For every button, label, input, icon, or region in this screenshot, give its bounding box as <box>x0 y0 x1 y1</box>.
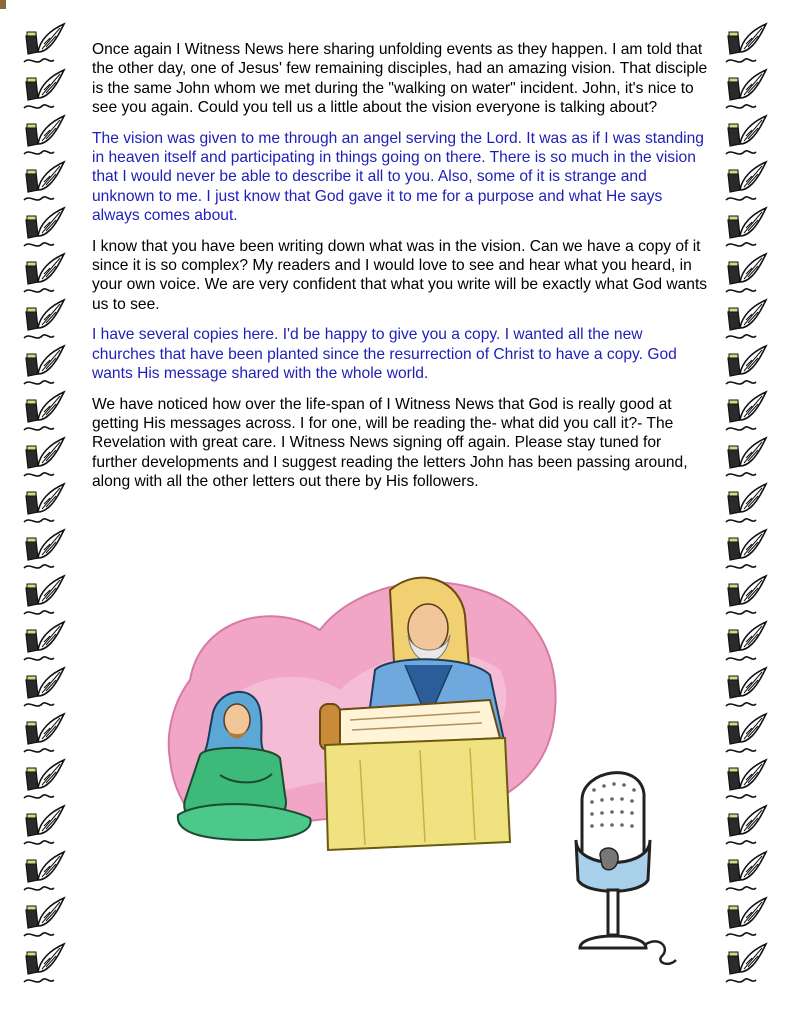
quill-inkwell-icon <box>722 758 770 804</box>
quill-inkwell-icon <box>20 344 68 390</box>
quill-inkwell-icon <box>20 896 68 942</box>
quill-inkwell-icon <box>20 712 68 758</box>
microphone-icon <box>560 760 680 970</box>
quill-inkwell-icon <box>20 942 68 988</box>
quill-inkwell-icon <box>20 574 68 620</box>
quill-inkwell-icon <box>20 390 68 436</box>
quill-inkwell-icon <box>722 712 770 758</box>
quill-inkwell-icon <box>20 528 68 574</box>
john-vision-answer: The vision was given to me through an angel serving the Lord. It was as if I was standing in heaven itself and participating in things going on there. There is so much in the vision that I would never be able to describe it all to you. Also, some of it is strange and unknown to me. I just know that God gave it to me for a purpose and what He says always comes about. <box>92 129 704 225</box>
left-quill-border <box>20 22 70 988</box>
quill-inkwell-icon <box>20 160 68 206</box>
quill-inkwell-icon <box>722 620 770 666</box>
quill-inkwell-icon <box>20 804 68 850</box>
article-body <box>92 40 710 503</box>
corner-mark <box>0 0 6 9</box>
quill-inkwell-icon <box>20 68 68 114</box>
quill-inkwell-icon <box>722 666 770 712</box>
john-copies-answer: I have several copies here. I'd be happy to give you a copy. I wanted all the new churches that have been planted since the resurrection of Christ to have a copy. God wants His message shared with the whole world. <box>92 326 677 383</box>
quill-inkwell-icon <box>722 160 770 206</box>
quill-inkwell-icon <box>20 758 68 804</box>
quill-inkwell-icon <box>722 252 770 298</box>
quill-inkwell-icon <box>722 850 770 896</box>
quill-inkwell-icon <box>20 620 68 666</box>
quill-inkwell-icon <box>722 482 770 528</box>
quill-inkwell-icon <box>20 482 68 528</box>
quill-inkwell-icon <box>20 436 68 482</box>
quill-inkwell-icon <box>722 528 770 574</box>
quill-inkwell-icon <box>20 114 68 160</box>
quill-inkwell-icon <box>722 22 770 68</box>
quill-inkwell-icon <box>722 390 770 436</box>
reporter-copy-request: I know that you have been writing down what was in the vision. Can we have a copy of it since it is so complex? My readers and I would love to see and hear what you heard, in your own voice. We are very confident that what you write will be exactly what God wants us to see. <box>92 237 708 313</box>
scroll-on-lectern <box>320 700 510 850</box>
quill-inkwell-icon <box>722 574 770 620</box>
quill-inkwell-icon <box>20 206 68 252</box>
quill-inkwell-icon <box>722 206 770 252</box>
quill-inkwell-icon <box>20 298 68 344</box>
quill-inkwell-icon <box>722 68 770 114</box>
right-quill-border <box>722 22 772 988</box>
quill-inkwell-icon <box>20 252 68 298</box>
quill-inkwell-icon <box>20 22 68 68</box>
quill-inkwell-icon <box>20 666 68 712</box>
quill-inkwell-icon <box>722 804 770 850</box>
quill-inkwell-icon <box>722 436 770 482</box>
prophet-reading-scroll-illustration <box>160 560 566 864</box>
reporter-signoff-paragraph: We have noticed how over the life-span of I Witness News that God is really good at getting His messages across. I for one, will be reading the- what did you call it?- The Revelation with great care. I Witness News signing off again. Please stay tuned for further developments and I suggest reading the letters John has been passing around, along with all the other letters out there by His followers. <box>92 395 688 491</box>
quill-inkwell-icon <box>722 896 770 942</box>
quill-inkwell-icon <box>722 942 770 988</box>
reporter-intro-paragraph: Once again I Witness News here sharing unfolding events as they happen. I am told that the other day, one of Jesus' few remaining disciples, had an amazing vision. That disciple is the same John whom we met during the "walking on water" incident. John, it's nice to see you again. Could you tell us a little about the vision everyone is talking about? <box>92 41 708 117</box>
quill-inkwell-icon <box>722 298 770 344</box>
quill-inkwell-icon <box>722 114 770 160</box>
quill-inkwell-icon <box>20 850 68 896</box>
quill-inkwell-icon <box>722 344 770 390</box>
